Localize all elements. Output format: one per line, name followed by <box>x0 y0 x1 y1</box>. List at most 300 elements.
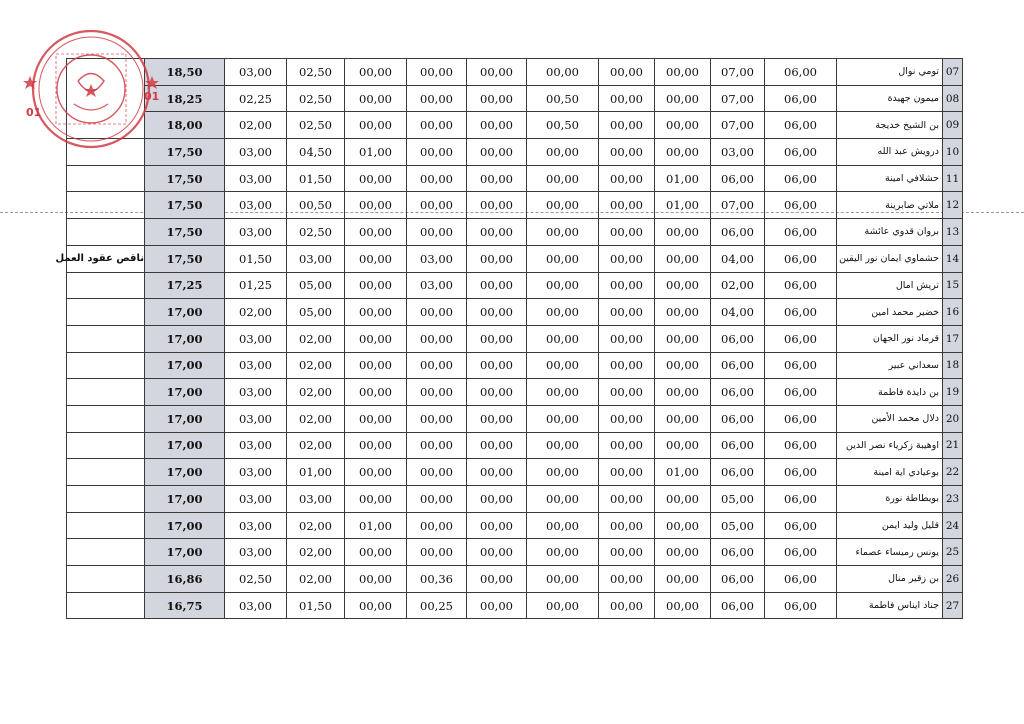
score-cell: 00,36 <box>407 566 467 593</box>
row-number-cell: 27 <box>943 592 963 619</box>
score-cell: 02,50 <box>287 85 345 112</box>
score-cell: 00,00 <box>527 379 599 406</box>
candidate-name-cell: بويطاطة نورة <box>837 486 943 513</box>
total-score-cell: 17,25 <box>145 272 225 299</box>
score-cell: 00,00 <box>467 539 527 566</box>
score-cell: 00,00 <box>527 325 599 352</box>
score-cell: 03,00 <box>225 379 287 406</box>
score-cell: 06,00 <box>711 379 765 406</box>
score-cell: 01,50 <box>225 245 287 272</box>
candidate-name-cell: جناد ايناس فاطمة <box>837 592 943 619</box>
candidate-name-cell: تومي نوال <box>837 59 943 86</box>
row-number-cell: 14 <box>943 245 963 272</box>
score-cell: 01,00 <box>287 459 345 486</box>
total-score-cell: 17,00 <box>145 432 225 459</box>
stamp-number-left: 01 <box>26 106 42 119</box>
remark-cell <box>67 165 145 192</box>
remark-cell <box>67 539 145 566</box>
score-cell: 06,00 <box>711 432 765 459</box>
score-cell: 00,00 <box>467 219 527 246</box>
score-cell: 00,00 <box>345 592 407 619</box>
score-cell: 00,00 <box>655 325 711 352</box>
score-cell: 00,00 <box>527 512 599 539</box>
score-cell: 00,00 <box>599 219 655 246</box>
score-cell: 06,00 <box>765 165 837 192</box>
score-cell: 06,00 <box>765 299 837 326</box>
table-row <box>67 486 963 513</box>
remark-cell: ناقص عقود العمل <box>67 245 145 272</box>
remark-cell <box>67 459 145 486</box>
score-cell: 00,50 <box>527 85 599 112</box>
score-cell: 02,00 <box>711 272 765 299</box>
table-row <box>67 592 963 619</box>
score-cell: 00,50 <box>527 112 599 139</box>
candidate-name-cell: تريش امال <box>837 272 943 299</box>
total-score-cell: 17,00 <box>145 405 225 432</box>
candidate-name-cell: ميمون جهيدة <box>837 85 943 112</box>
score-cell: 00,00 <box>527 299 599 326</box>
score-cell: 06,00 <box>765 245 837 272</box>
total-score-cell: 17,00 <box>145 512 225 539</box>
score-cell: 00,00 <box>345 459 407 486</box>
score-cell: 06,00 <box>765 59 837 86</box>
score-cell: 00,00 <box>407 299 467 326</box>
results-table <box>55 58 963 619</box>
total-score-cell: 17,00 <box>145 486 225 513</box>
score-cell: 06,00 <box>765 85 837 112</box>
row-number-cell: 19 <box>943 379 963 406</box>
score-cell: 00,00 <box>467 192 527 219</box>
score-cell: 00,00 <box>655 432 711 459</box>
score-cell: 00,00 <box>599 352 655 379</box>
score-cell: 02,00 <box>287 512 345 539</box>
score-cell: 00,00 <box>527 486 599 513</box>
score-cell: 00,00 <box>467 165 527 192</box>
score-cell: 00,00 <box>527 592 599 619</box>
score-cell: 00,00 <box>527 272 599 299</box>
table-row <box>67 192 963 219</box>
score-cell: 00,00 <box>655 245 711 272</box>
row-number-cell: 21 <box>943 432 963 459</box>
score-cell: 00,00 <box>407 486 467 513</box>
score-cell: 00,00 <box>599 459 655 486</box>
total-score-cell: 17,00 <box>145 539 225 566</box>
score-cell: 04,00 <box>711 245 765 272</box>
score-cell: 07,00 <box>711 192 765 219</box>
score-cell: 02,00 <box>225 112 287 139</box>
score-cell: 06,00 <box>765 192 837 219</box>
score-cell: 00,00 <box>655 566 711 593</box>
row-number-cell: 13 <box>943 219 963 246</box>
row-number-cell: 16 <box>943 299 963 326</box>
score-cell: 00,00 <box>599 139 655 166</box>
score-cell: 02,50 <box>225 566 287 593</box>
score-cell: 00,00 <box>655 405 711 432</box>
score-cell: 00,00 <box>527 352 599 379</box>
score-cell: 07,00 <box>711 85 765 112</box>
score-cell: 00,00 <box>599 112 655 139</box>
score-cell: 00,00 <box>345 539 407 566</box>
score-cell: 03,00 <box>225 325 287 352</box>
total-score-cell: 16,75 <box>145 592 225 619</box>
score-cell: 00,00 <box>527 459 599 486</box>
score-cell: 06,00 <box>765 139 837 166</box>
score-cell: 00,00 <box>467 459 527 486</box>
score-cell: 00,00 <box>467 59 527 86</box>
score-cell: 00,00 <box>527 405 599 432</box>
score-cell: 03,00 <box>225 592 287 619</box>
score-cell: 06,00 <box>711 219 765 246</box>
score-cell: 01,50 <box>287 165 345 192</box>
score-cell: 06,00 <box>711 566 765 593</box>
score-cell: 00,00 <box>407 112 467 139</box>
score-cell: 00,00 <box>599 325 655 352</box>
score-cell: 02,00 <box>287 379 345 406</box>
score-cell: 00,00 <box>655 486 711 513</box>
row-number-cell: 17 <box>943 325 963 352</box>
score-cell: 06,00 <box>765 325 837 352</box>
row-number-cell: 26 <box>943 566 963 593</box>
score-cell: 05,00 <box>711 486 765 513</box>
score-cell: 00,00 <box>467 245 527 272</box>
remark-cell <box>67 486 145 513</box>
remark-cell <box>67 325 145 352</box>
score-cell: 00,00 <box>407 432 467 459</box>
score-cell: 06,00 <box>765 272 837 299</box>
total-score-cell: 17,50 <box>145 192 225 219</box>
score-cell: 00,00 <box>345 219 407 246</box>
remark-cell <box>67 192 145 219</box>
score-cell: 00,00 <box>345 192 407 219</box>
score-cell: 00,00 <box>345 325 407 352</box>
total-score-cell: 17,50 <box>145 139 225 166</box>
score-cell: 05,00 <box>287 272 345 299</box>
candidate-name-cell: بن زقير منال <box>837 566 943 593</box>
score-cell: 00,00 <box>599 566 655 593</box>
score-cell: 00,00 <box>599 85 655 112</box>
score-cell: 06,00 <box>711 459 765 486</box>
score-cell: 00,00 <box>527 245 599 272</box>
score-cell: 06,00 <box>711 539 765 566</box>
row-number-cell: 07 <box>943 59 963 86</box>
score-cell: 00,00 <box>467 486 527 513</box>
score-cell: 00,00 <box>655 299 711 326</box>
score-cell: 05,00 <box>711 512 765 539</box>
candidate-name-cell: ملاتي صابرينة <box>837 192 943 219</box>
score-cell: 06,00 <box>765 486 837 513</box>
score-cell: 06,00 <box>765 566 837 593</box>
stamp-number-right: 01 <box>144 90 160 103</box>
remark-cell <box>67 432 145 459</box>
score-cell: 00,00 <box>407 539 467 566</box>
score-cell: 00,00 <box>655 592 711 619</box>
candidate-name-cell: اوهيبة زكرياء نصر الدين <box>837 432 943 459</box>
score-cell: 00,00 <box>407 139 467 166</box>
row-number-cell: 25 <box>943 539 963 566</box>
score-cell: 00,00 <box>407 219 467 246</box>
row-number-cell: 22 <box>943 459 963 486</box>
total-score-cell: 17,00 <box>145 352 225 379</box>
remark-cell <box>67 379 145 406</box>
score-cell: 00,00 <box>655 539 711 566</box>
score-cell: 03,00 <box>225 165 287 192</box>
table-row <box>67 165 963 192</box>
table-row <box>67 566 963 593</box>
candidate-name-cell: قليل وليد ايمن <box>837 512 943 539</box>
score-cell: 00,00 <box>599 592 655 619</box>
score-cell: 00,00 <box>345 299 407 326</box>
score-cell: 00,00 <box>655 272 711 299</box>
score-cell: 00,00 <box>655 112 711 139</box>
score-cell: 03,00 <box>225 512 287 539</box>
remark-cell <box>67 592 145 619</box>
table-row <box>67 325 963 352</box>
score-cell: 03,00 <box>225 459 287 486</box>
score-cell: 00,00 <box>599 379 655 406</box>
score-cell: 00,00 <box>527 59 599 86</box>
score-cell: 00,00 <box>467 592 527 619</box>
score-cell: 00,00 <box>527 192 599 219</box>
score-cell: 06,00 <box>711 352 765 379</box>
score-cell: 00,00 <box>467 405 527 432</box>
score-cell: 04,50 <box>287 139 345 166</box>
score-cell: 00,00 <box>599 245 655 272</box>
score-cell: 06,00 <box>765 379 837 406</box>
candidate-name-cell: حشماوي ايمان نور اليقين <box>837 245 943 272</box>
score-cell: 03,00 <box>225 352 287 379</box>
table-row <box>67 272 963 299</box>
row-number-cell: 24 <box>943 512 963 539</box>
score-cell: 00,00 <box>467 432 527 459</box>
score-cell: 00,00 <box>655 512 711 539</box>
table-row <box>67 112 963 139</box>
score-cell: 00,00 <box>655 59 711 86</box>
remark-cell <box>67 566 145 593</box>
score-cell: 00,00 <box>599 192 655 219</box>
score-cell: 06,00 <box>765 592 837 619</box>
score-cell: 00,00 <box>467 112 527 139</box>
table-row <box>67 85 963 112</box>
score-cell: 00,00 <box>599 512 655 539</box>
remark-cell <box>67 219 145 246</box>
candidate-name-cell: بوعيادي اية امينة <box>837 459 943 486</box>
candidate-name-cell: قرماد نور الجهان <box>837 325 943 352</box>
score-cell: 02,00 <box>225 299 287 326</box>
score-cell: 01,25 <box>225 272 287 299</box>
candidate-name-cell: سعداني عبير <box>837 352 943 379</box>
table-row <box>67 245 963 272</box>
score-cell: 03,00 <box>225 432 287 459</box>
score-cell: 00,00 <box>345 566 407 593</box>
score-cell: 00,00 <box>599 432 655 459</box>
row-number-cell: 20 <box>943 405 963 432</box>
total-score-cell: 17,50 <box>145 165 225 192</box>
score-cell: 00,00 <box>407 192 467 219</box>
table-row <box>67 379 963 406</box>
score-cell: 03,00 <box>225 59 287 86</box>
total-score-cell: 16,86 <box>145 566 225 593</box>
total-score-cell: 17,50 <box>145 245 225 272</box>
score-cell: 02,00 <box>287 405 345 432</box>
remark-cell <box>67 299 145 326</box>
candidate-name-cell: بن الشيخ خديجة <box>837 112 943 139</box>
remark-cell <box>67 512 145 539</box>
score-cell: 03,00 <box>287 486 345 513</box>
score-cell: 06,00 <box>711 165 765 192</box>
score-cell: 06,00 <box>765 432 837 459</box>
score-cell: 00,00 <box>345 352 407 379</box>
score-cell: 00,00 <box>407 459 467 486</box>
table-row <box>67 405 963 432</box>
score-cell: 00,00 <box>527 165 599 192</box>
row-number-cell: 23 <box>943 486 963 513</box>
score-cell: 02,25 <box>225 85 287 112</box>
score-cell: 00,00 <box>467 512 527 539</box>
score-cell: 00,00 <box>527 539 599 566</box>
score-cell: 03,00 <box>287 245 345 272</box>
total-score-cell: 17,00 <box>145 379 225 406</box>
candidate-name-cell: خضير محمد امين <box>837 299 943 326</box>
score-cell: 01,00 <box>655 165 711 192</box>
score-cell: 00,00 <box>599 299 655 326</box>
score-cell: 00,00 <box>345 112 407 139</box>
score-cell: 06,00 <box>765 539 837 566</box>
score-cell: 03,00 <box>225 486 287 513</box>
score-cell: 05,00 <box>287 299 345 326</box>
remark-cell <box>67 352 145 379</box>
score-cell: 00,00 <box>527 566 599 593</box>
score-cell: 00,00 <box>467 352 527 379</box>
score-cell: 00,00 <box>527 219 599 246</box>
score-cell: 02,00 <box>287 539 345 566</box>
score-cell: 00,00 <box>407 325 467 352</box>
row-number-cell: 08 <box>943 85 963 112</box>
official-stamp-icon <box>16 26 166 152</box>
score-cell: 00,00 <box>527 432 599 459</box>
row-number-cell: 18 <box>943 352 963 379</box>
score-cell: 00,00 <box>345 165 407 192</box>
score-cell: 03,00 <box>225 139 287 166</box>
score-cell: 00,00 <box>407 59 467 86</box>
table-row <box>67 219 963 246</box>
total-score-cell: 17,00 <box>145 299 225 326</box>
row-number-cell: 11 <box>943 165 963 192</box>
score-cell: 02,00 <box>287 325 345 352</box>
score-cell: 01,00 <box>345 512 407 539</box>
score-cell: 00,00 <box>345 486 407 513</box>
score-cell: 04,00 <box>711 299 765 326</box>
score-cell: 00,00 <box>467 379 527 406</box>
score-cell: 06,00 <box>711 405 765 432</box>
score-cell: 00,00 <box>407 379 467 406</box>
score-cell: 06,00 <box>765 352 837 379</box>
score-cell: 00,00 <box>655 139 711 166</box>
score-cell: 00,00 <box>345 379 407 406</box>
table-row <box>67 432 963 459</box>
score-cell: 00,00 <box>467 85 527 112</box>
score-cell: 02,50 <box>287 59 345 86</box>
score-cell: 00,00 <box>407 85 467 112</box>
table-row <box>67 459 963 486</box>
row-number-cell: 10 <box>943 139 963 166</box>
candidate-name-cell: دلال محمد الأمين <box>837 405 943 432</box>
score-cell: 00,00 <box>655 379 711 406</box>
score-cell: 06,00 <box>765 405 837 432</box>
score-cell: 01,00 <box>655 192 711 219</box>
score-cell: 00,00 <box>599 486 655 513</box>
table-row <box>67 299 963 326</box>
score-cell: 06,00 <box>711 325 765 352</box>
total-score-cell: 17,50 <box>145 219 225 246</box>
score-cell: 00,00 <box>345 405 407 432</box>
score-cell: 00,00 <box>407 165 467 192</box>
total-score-cell: 18,50 <box>145 59 225 86</box>
row-number-cell: 09 <box>943 112 963 139</box>
score-cell: 06,00 <box>765 219 837 246</box>
total-score-cell: 18,25 <box>145 85 225 112</box>
total-score-cell: 17,00 <box>145 325 225 352</box>
candidate-name-cell: حشلافي امينة <box>837 165 943 192</box>
score-cell: 06,00 <box>765 459 837 486</box>
score-cell: 00,00 <box>467 325 527 352</box>
row-number-cell: 15 <box>943 272 963 299</box>
table-row <box>67 512 963 539</box>
score-cell: 06,00 <box>765 112 837 139</box>
score-cell: 00,00 <box>467 299 527 326</box>
score-cell: 01,50 <box>287 592 345 619</box>
score-cell: 00,00 <box>599 165 655 192</box>
score-cell: 00,00 <box>599 539 655 566</box>
score-cell: 00,00 <box>407 352 467 379</box>
candidate-name-cell: يونس رميساء عصماء <box>837 539 943 566</box>
score-cell: 00,00 <box>467 566 527 593</box>
score-cell: 03,00 <box>225 219 287 246</box>
score-cell: 03,00 <box>225 405 287 432</box>
score-cell: 02,00 <box>287 352 345 379</box>
score-cell: 07,00 <box>711 59 765 86</box>
candidate-name-cell: بن دايدة فاطمة <box>837 379 943 406</box>
score-cell: 00,00 <box>407 405 467 432</box>
score-cell: 00,00 <box>655 219 711 246</box>
score-cell: 00,00 <box>467 139 527 166</box>
score-cell: 00,00 <box>599 272 655 299</box>
score-cell: 00,00 <box>345 85 407 112</box>
score-cell: 03,00 <box>407 272 467 299</box>
score-cell: 03,00 <box>225 539 287 566</box>
score-cell: 00,00 <box>345 432 407 459</box>
score-cell: 00,00 <box>345 272 407 299</box>
total-score-cell: 18,00 <box>145 112 225 139</box>
score-cell: 03,00 <box>407 245 467 272</box>
table-row <box>67 59 963 86</box>
score-cell: 03,00 <box>711 139 765 166</box>
score-cell: 02,00 <box>287 566 345 593</box>
score-cell: 02,50 <box>287 112 345 139</box>
score-cell: 00,00 <box>527 139 599 166</box>
score-cell: 00,25 <box>407 592 467 619</box>
score-cell: 01,00 <box>345 139 407 166</box>
table-row <box>67 139 963 166</box>
score-cell: 00,00 <box>407 512 467 539</box>
remark-cell <box>67 405 145 432</box>
score-cell: 06,00 <box>765 512 837 539</box>
candidate-name-cell: بروان قدوي عائشة <box>837 219 943 246</box>
score-cell: 06,00 <box>711 592 765 619</box>
score-cell: 00,00 <box>467 272 527 299</box>
score-cell: 00,00 <box>599 405 655 432</box>
score-cell: 02,50 <box>287 219 345 246</box>
remark-cell <box>67 272 145 299</box>
